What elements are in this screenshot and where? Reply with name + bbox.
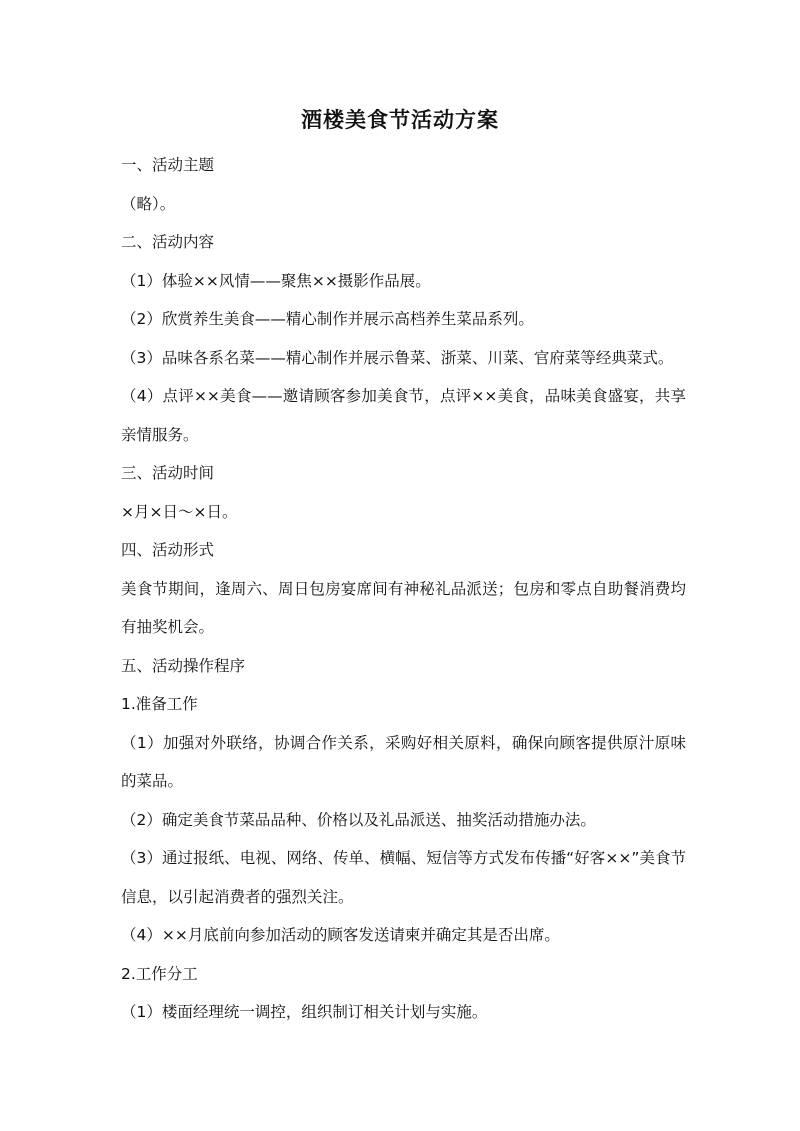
paragraph: （略）。 — [121, 194, 176, 213]
section-heading-content: 二、活动内容 — [121, 233, 215, 251]
list-item: （2）欣赏养生美食——精心制作并展示高档养生菜品系列。 — [121, 310, 534, 328]
subsection-heading-preparation: 1.准备工作 — [121, 695, 198, 713]
section-heading-procedure: 五、活动操作程序 — [121, 656, 246, 675]
list-item: （3）通过报纸、电视、网络、传单、横幅、短信等方式发布传播“好客××”美食节信息，以引起消费者的强烈关注。 — [121, 849, 686, 906]
document-body — [121, 146, 686, 1032]
list-item: （1）体验××风情——聚焦××摄影作品展。 — [121, 271, 431, 290]
list-item: （2）确定美食节菜品品种、价格以及礼品派送、抽奖活动措施办法。 — [121, 810, 596, 829]
list-item: （4）点评××美食——邀请顾客参加美食节，点评××美食，品味美食盛宴，共享亲情服务。 — [121, 387, 686, 444]
document-title: 酒楼美食节活动方案 — [301, 108, 499, 132]
paragraph: 美食节期间，逢周六、周日包房宴席间有神秘礼品派送；包房和零点自助餐消费均有抽奖机会。 — [121, 579, 686, 636]
section-heading-theme: 一、活动主题 — [121, 156, 215, 174]
list-item: （1）加强对外联络，协调合作关系，采购好相关原料，确保向顾客提供原汁原味的菜品。 — [121, 733, 686, 790]
list-item: （4）××月底前向参加活动的顾客发送请柬并确定其是否出席。 — [121, 926, 560, 944]
section-heading-time: 三、活动时间 — [121, 464, 215, 482]
section-heading-form: 四、活动形式 — [121, 541, 215, 559]
list-item: （3）品味各系名菜——精心制作并展示鲁菜、浙菜、川菜、官府菜等经典菜式。 — [121, 348, 674, 367]
list-item: （1）楼面经理统一调控，组织制订相关计划与实施。 — [121, 1003, 488, 1021]
paragraph: ×月×日～×日。 — [121, 502, 238, 521]
subsection-heading-division: 2.工作分工 — [121, 964, 198, 983]
